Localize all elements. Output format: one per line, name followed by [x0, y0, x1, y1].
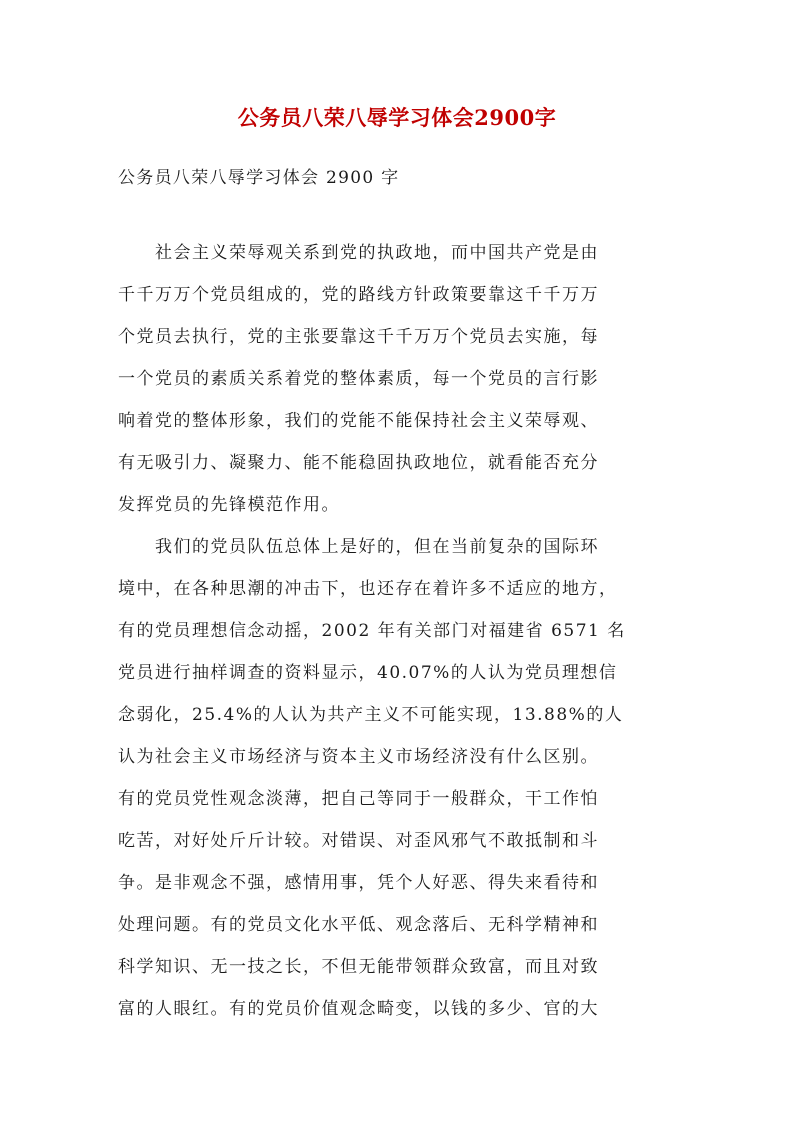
paragraph-line: 吃苦，对好处斤斤计较。对错误、对歪风邪气不敢抵制和斗 [118, 831, 599, 851]
paragraph-line: 处理问题。有的党员文化水平低、观念落后、无科学精神和 [118, 915, 599, 935]
paragraph-line: 争。是非观念不强，感情用事，凭个人好恶、得失来看待和 [118, 873, 599, 893]
paragraph-line: 境中，在各种思潮的冲击下，也还存在着许多不适应的地方， [118, 579, 618, 599]
paragraph-line: 富的人眼红。有的党员价值观念畸变，以钱的多少、官的大 [118, 999, 599, 1019]
paragraph-line: 响着党的整体形象，我们的党能不能保持社会主义荣辱观、 [118, 411, 599, 431]
paragraph-1 [118, 232, 686, 526]
document-title: 公务员八荣八辱学习体会2900字 [237, 105, 557, 130]
paragraph-line: 念弱化，25.4%的人认为共产主义不可能实现，13.88%的人 [118, 705, 624, 725]
document-subtitle: 公务员八荣八辱学习体会 2900 字 [118, 168, 400, 188]
paragraph-line: 个党员去执行，党的主张要靠这千千万万个党员去实施，每 [118, 327, 599, 347]
paragraph-line: 有无吸引力、凝聚力、能不能稳固执政地位，就看能否充分 [118, 453, 599, 473]
paragraph-line: 社会主义荣辱观关系到党的执政地，而中国共产党是由 [118, 243, 599, 263]
paragraph-line: 科学知识、无一技之长，不但无能带领群众致富，而且对致 [118, 957, 599, 977]
paragraph-line: 千千万万个党员组成的，党的路线方针政策要靠这千千万万 [118, 285, 599, 305]
paragraph-line: 发挥党员的先锋模范作用。 [118, 495, 340, 515]
paragraph-line: 一个党员的素质关系着党的整体素质，每一个党员的言行影 [118, 369, 599, 389]
paragraph-line: 党员进行抽样调查的资料显示，40.07%的人认为党员理想信 [118, 663, 618, 683]
paragraph-2 [118, 526, 686, 1030]
paragraph-line: 有的党员理想信念动摇，2002 年有关部门对福建省 6571 名 [118, 621, 626, 641]
paragraph-line: 有的党员党性观念淡薄，把自己等同于一般群众，干工作怕 [118, 789, 599, 809]
paragraph-line: 我们的党员队伍总体上是好的，但在当前复杂的国际环 [118, 537, 599, 557]
paragraph-line: 认为社会主义市场经济与资本主义市场经济没有什么区别。 [118, 747, 599, 767]
